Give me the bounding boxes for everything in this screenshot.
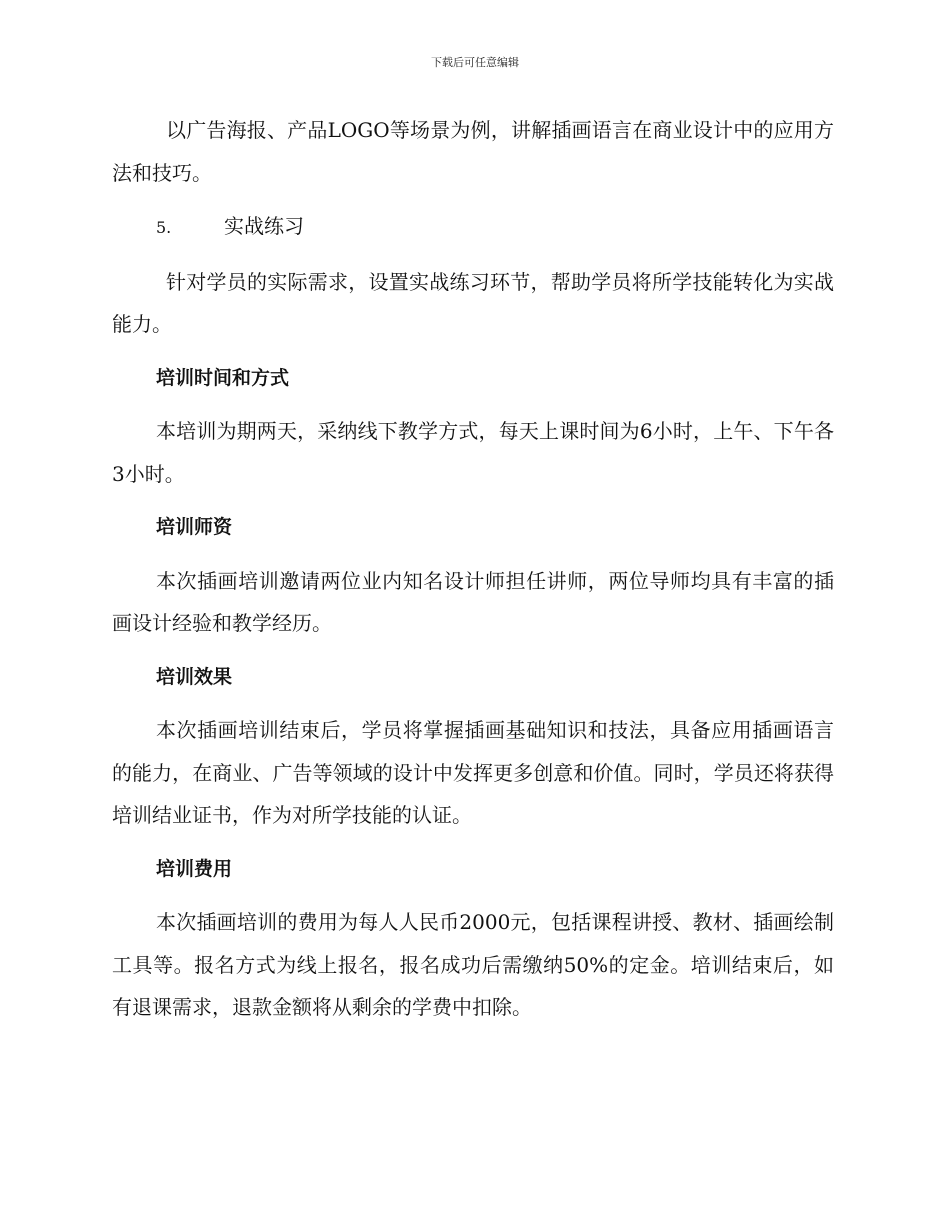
paragraph-schedule: 本培训为期两天，采纳线下教学方式，每天上课时间为6小时，上午、下午各3小时。 [112, 419, 834, 486]
heading-outcomes: 培训效果 [156, 665, 233, 688]
document-body [112, 109, 834, 1040]
heading-fees: 培训费用 [156, 857, 233, 880]
paragraph-application: 以广告海报、产品LOGO等场景为例，讲解插画语言在商业设计中的应用方法和技巧。 [112, 118, 834, 185]
page-header: 下载后可任意编辑 [431, 56, 519, 69]
list-item-label: 实战练习 [224, 214, 304, 238]
paragraph-outcomes: 本次插画培训结束后，学员将掌握插画基础知识和技法，具备应用插画语言的能力，在商业、广告等领域的设计中发挥更多创意和价值。同时，学员还将获得培训结业证书，作为对所学技能的认证。 [112, 718, 834, 827]
paragraph-instructors: 本次插画培训邀请两位业内知名设计师担任讲师，两位导师均具有丰富的插画设计经验和教学经历。 [112, 568, 834, 635]
list-item-practice [112, 205, 834, 250]
paragraph-fees: 本次插画培训的费用为每人人民币2000元，包括课程讲授、教材、插画绘制工具等。报名方式为线上报名，报名成功后需缴纳50%的定金。培训结束后，如有退课需求，退款金额将从剩余的学费中扣除。 [112, 910, 834, 1019]
paragraph-practice: 针对学员的实际需求，设置实战练习环节，帮助学员将所学技能转化为实战能力。 [112, 269, 834, 336]
heading-schedule: 培训时间和方式 [156, 366, 290, 389]
heading-instructors: 培训师资 [156, 516, 233, 538]
list-item-number: 5. [156, 218, 172, 237]
